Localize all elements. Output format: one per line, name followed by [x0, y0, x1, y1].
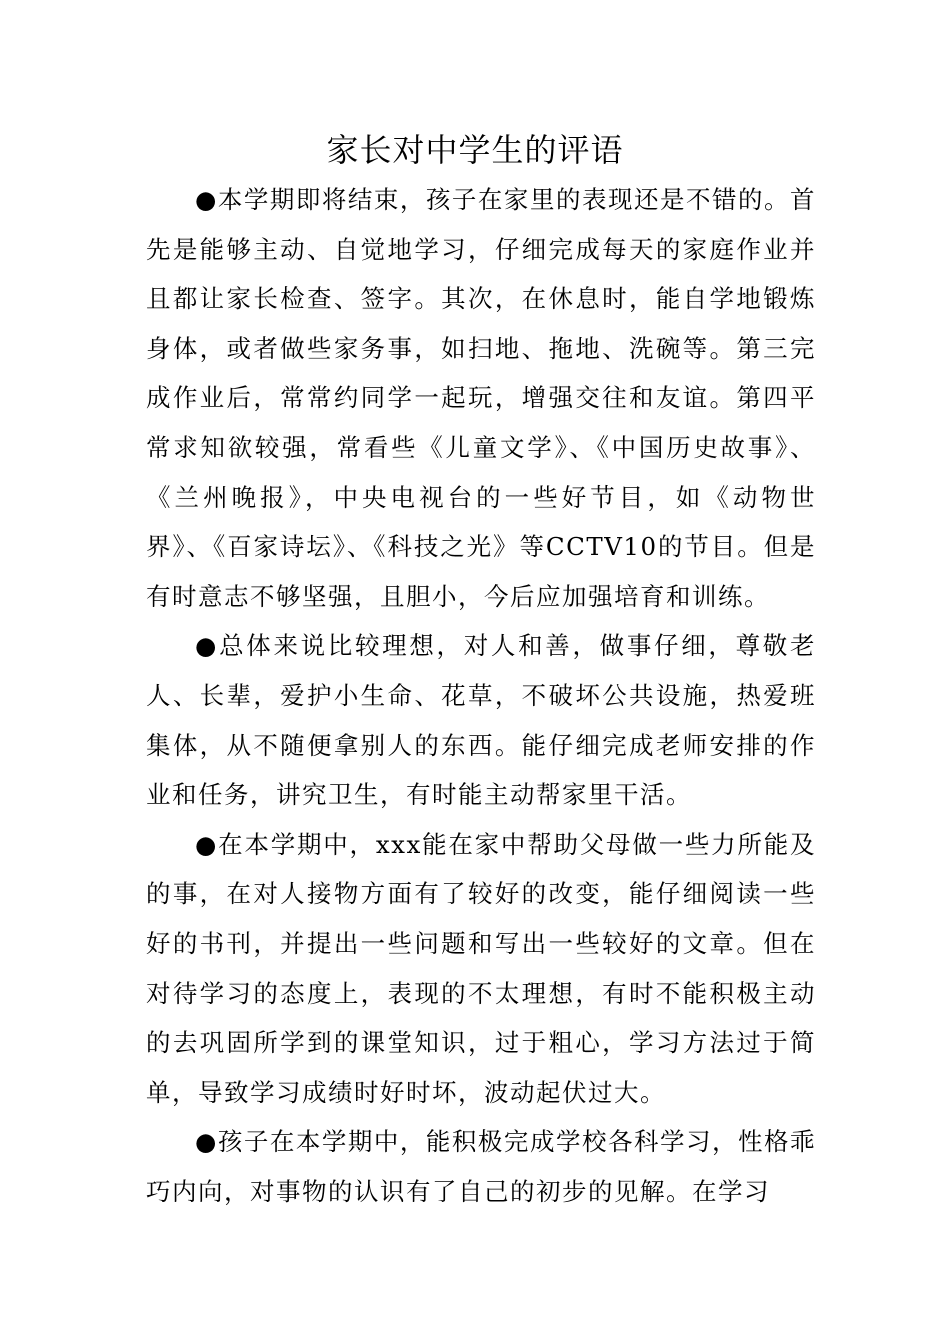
paragraph: ●在本学期中，xxx能在家中帮助父母做一些力所能及的事，在对人接物方面有了较好的改变，能仔细阅读一些好的书刊，并提出一些问题和写出一些较好的文章。但在对待学习的态度上，表现的不太理想，有时不能积极主动的去巩固所学到的课堂知识，过于粗心，学习方法过于简单，导致学习成绩时好时坏，波动起伏过大。	[146, 829, 816, 1107]
paragraph: ●本学期即将结束，孩子在家里的表现还是不错的。首先是能够主动、自觉地学习，仔细完成每天的家庭作业并且都让家长检查、签字。其次，在休息时，能自学地锻炼身体，或者做些家务事，如扫地、拖地、洗碗等。第三完成作业后，常常约同学一起玩，增强交往和友谊。第四平常求知欲较强，常看些《儿童文学》、《中国历史故事》、《兰州晚报》，中央电视台的一些好节目，如《动物世界》、《百家诗坛》、《科技之光》等CCTV10的节目。但是有时意志不够坚强，且胆小，今后应加强培育和训练。	[146, 185, 816, 611]
paragraph: ●孩子在本学期中，能积极完成学校各科学习，性格乖巧内向，对事物的认识有了自己的初步的见解。在学习	[146, 1127, 816, 1206]
document-title: 家长对中学生的评语	[326, 131, 624, 169]
paragraph: ●总体来说比较理想，对人和善，做事仔细，尊敬老人、长辈，爱护小生命、花草，不破坏公共设施，热爱班集体，从不随便拿别人的东西。能仔细完成老师安排的作业和任务，讲究卫生，有时能主动帮家里干活。	[146, 631, 816, 810]
document-body	[146, 175, 816, 1216]
